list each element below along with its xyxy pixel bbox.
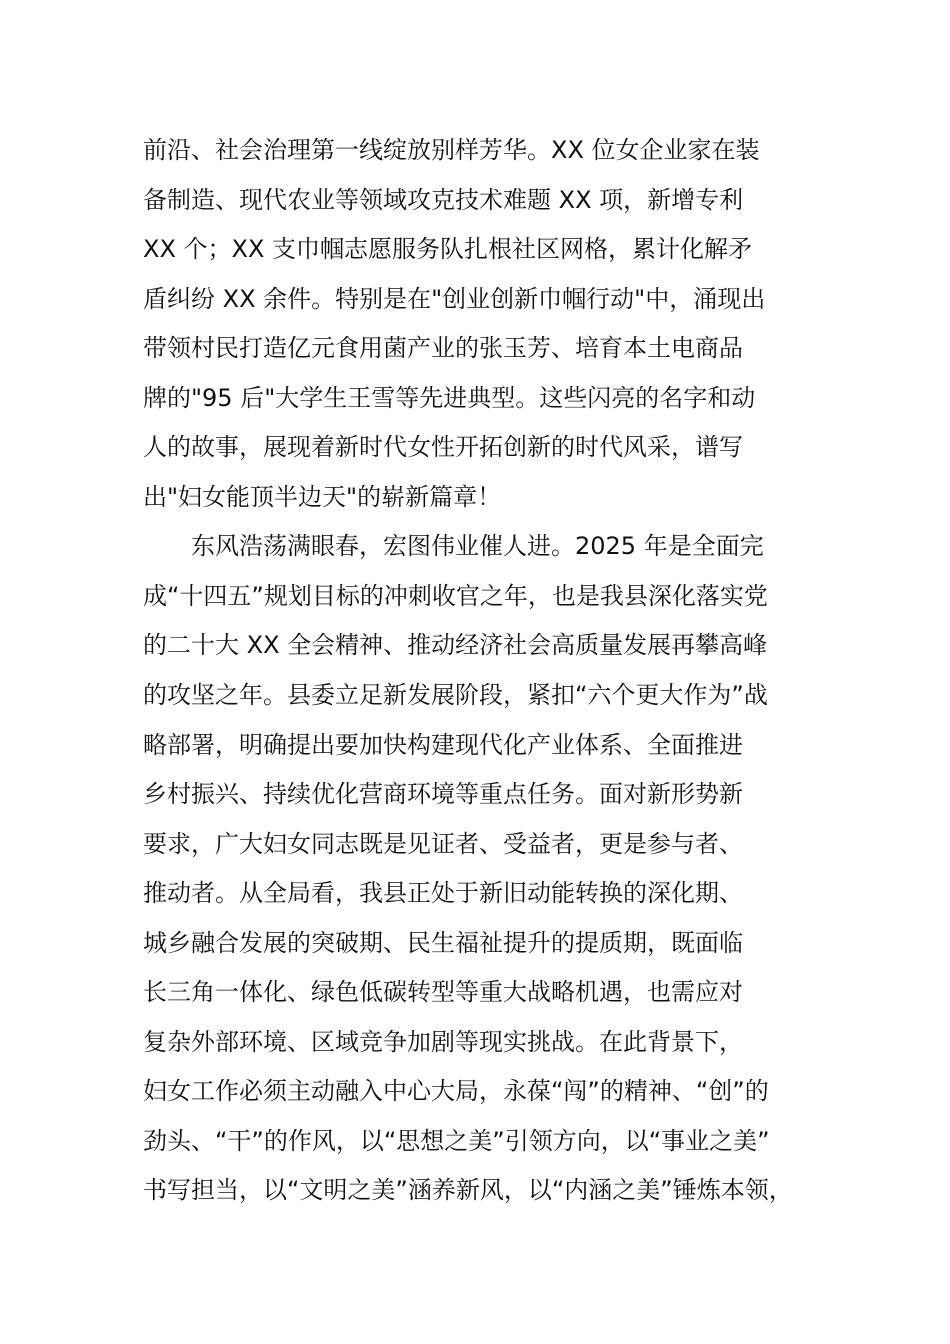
text-line: 推动者。从全局看，我县正处于新旧动能转换的深化期、 — [143, 879, 743, 908]
body-text — [143, 126, 843, 1216]
text-line: 要求，广大妇女同志既是见证者、受益者，更是参与者、 — [143, 829, 743, 858]
text-line: XX 个；XX 支巾帼志愿服务队扎根社区网格，累计化解矛 — [143, 235, 753, 264]
text-line: 长三角一体化、绿色低碳转型等重大战略机遇，也需应对 — [143, 978, 743, 1007]
text-line: 妇女工作必须主动融入中心大局，永葆“闯”的精神、“创”的 — [143, 1077, 769, 1106]
text-line: 盾纠纷 XX 余件。特别是在"创业创新巾帼行动"中，涌现出 — [143, 284, 766, 313]
text-line: 的二十大 XX 全会精神、推动经济社会高质量发展再攀高峰 — [143, 631, 768, 660]
text-line: 备制造、现代农业等领域攻克技术难题 XX 项，新增专利 — [143, 185, 744, 214]
text-line: 略部署，明确提出要加快构建现代化产业体系、全面推进 — [143, 730, 743, 759]
paragraph-2 — [143, 522, 843, 1216]
paragraph-1 — [143, 126, 843, 522]
text-line: 出"妇女能顶半边天"的崭新篇章！ — [143, 482, 502, 511]
text-line: 牌的"95 后"大学生王雪等先进典型。这些闪亮的名字和动 — [143, 383, 756, 412]
text-line: 带领村民打造亿元食用菌产业的张玉芳、培育本土电商品 — [143, 334, 743, 363]
text-line: 人的故事，展现着新时代女性开拓创新的时代风采，谱写 — [143, 433, 743, 462]
text-line: 前沿、社会治理第一线绽放别样芳华。XX 位女企业家在装 — [143, 136, 760, 164]
text-line: 书写担当，以“文明之美”涵养新风，以“内涵之美”锤炼本领， — [143, 1176, 793, 1205]
text-line: 的攻坚之年。县委立足新发展阶段，紧扣“六个更大作为”战 — [143, 681, 768, 710]
text-line: 城乡融合发展的突破期、民生福祉提升的提质期，既面临 — [143, 928, 743, 957]
text-line: 复杂外部环境、区域竞争加剧等现实挑战。在此背景下， — [143, 1027, 743, 1056]
text-line-indented: 东风浩荡满眼春，宏图伟业催人进。2025 年是全面完 — [191, 532, 764, 561]
text-line: 劲头、“干”的作风，以“思想之美”引领方向，以“事业之美” — [143, 1126, 770, 1155]
text-line: 成“十四五”规划目标的冲刺收官之年，也是我县深化落实党 — [143, 581, 768, 610]
text-line: 乡村振兴、持续优化营商环境等重点任务。面对新形势新 — [143, 780, 743, 809]
